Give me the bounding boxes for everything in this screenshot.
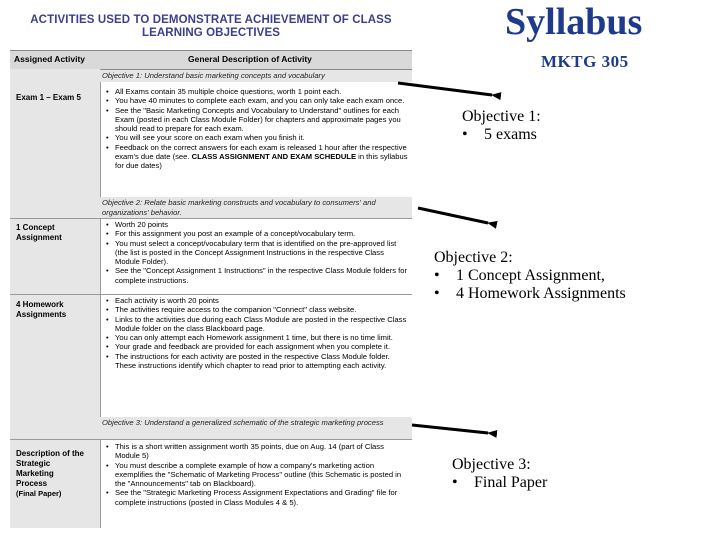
homework-label-line1: 4 Homework: [16, 300, 64, 309]
list-item: • The instructions for each activity are posted in the respective Class Module folder. These instructions identify which chapter to read prior to attempting each activity.: [105, 352, 410, 371]
list-item: • For this assignment you post an example of a concept/vocabulary term.: [105, 229, 410, 238]
exam-feedback-tail: in this syllabus for due dates): [115, 152, 408, 171]
list-item: [462, 126, 541, 144]
paper-label-line3: Marketing: [16, 469, 54, 478]
list-item: • This is a short written assignment worth 35 points, due on Aug. 14 (part of Class Module 5): [105, 442, 410, 461]
homework-label-line2: Assignments: [16, 310, 67, 319]
document-heading-line1: ACTIVITIES USED TO DEMONSTRATE ACHIEVEMENT OF CLASS: [30, 14, 392, 26]
list-item: [434, 285, 626, 303]
exam-activity-label: Exam 1 – Exam 5: [16, 93, 81, 102]
objective-1-text: Objective 1: Understand basic marketing concepts and vocabulary: [102, 71, 325, 80]
list-item: • See the "Basic Marketing Concepts and Vocabulary to Understand" outlines for each Exam (posted in each Class Module Folder) for chapters and approximate pages you should read to prepare for each exam.: [105, 106, 410, 134]
paper-label-line5: (Final Paper): [16, 489, 62, 498]
list-item: [452, 474, 547, 492]
list-item: • The activities require access to the companion "Connect" class website.: [105, 305, 410, 314]
list-item: • You can only attempt each Homework assignment 1 time, but there is no time limit.: [105, 333, 410, 342]
objective-2-item-1: 1 Concept Assignment,: [456, 267, 605, 284]
list-item: • You must describe a complete example of how a company's marketing action exemplifies the "Schematic of Marketing Process" outline (this Schematic is posted in the "Announcements" tab on Blackboard).: [105, 461, 410, 489]
objective-3-arrow: [412, 425, 488, 433]
paper-label-line4: Process: [16, 479, 48, 488]
list-item: • You will see your score on each exam when you finish it.: [105, 133, 410, 142]
objective-2-arrow: [418, 208, 488, 223]
document-heading-line2: LEARNING OBJECTIVES: [141, 27, 280, 39]
list-item: • You must select a concept/vocabulary term that is identified on the pre-approved list (the list is posted in the Concept Assignment Instructions in the respective Class Module Folder).: [105, 239, 410, 267]
concept-label-line2: Assignment: [16, 233, 62, 242]
objective-3-title: Objective 3:: [452, 456, 531, 473]
list-item: • See the "Strategic Marketing Process Assignment Expectations and Grading" file for complete instructions (posted in Class Modules 4 & 5).: [105, 488, 410, 507]
slide-title: Syllabus: [505, 1, 643, 43]
objective-2-summary: [434, 249, 626, 303]
column-header-activity: Assigned Activity: [14, 54, 86, 64]
schedule-reference: CLASS ASSIGNMENT AND EXAM SCHEDULE: [191, 152, 357, 162]
column-header-description: General Description of Activity: [188, 54, 312, 64]
paper-label-line2: Strategic: [16, 459, 51, 468]
paper-label-line1: Description of the: [16, 449, 85, 458]
objective-2-title: Objective 2:: [434, 249, 513, 266]
list-item: • All Exams contain 35 multiple choice questions, worth 1 point each.: [105, 87, 410, 96]
objective-3-summary: [452, 456, 547, 492]
objective-1-arrow: [398, 83, 492, 95]
objective-1-summary: [462, 108, 541, 144]
list-item: • Worth 20 points: [105, 220, 410, 229]
list-item: • You have 40 minutes to complete each exam, and you can only take each exam once.: [105, 96, 410, 105]
concept-label-line1: 1 Concept: [16, 223, 55, 232]
objective-3-item: Final Paper: [474, 474, 548, 491]
list-item: • Each activity is worth 20 points: [105, 296, 410, 305]
exam-feedback-text: Feedback on the correct answers for each exam is released 1 hour after the respective exam's due date (see.: [115, 142, 407, 162]
objective-2-item-2: 4 Homework Assignments: [456, 285, 626, 302]
objective-1-item: 5 exams: [484, 126, 537, 143]
list-item: • Links to the activities due during each Class Module are posted in the respective Class Module folder on the class Blackboard page.: [105, 315, 410, 334]
objective-2-text: Objective 2: Relate basic marketing constructs and vocabulary to consumers' and organizations' behavior.: [102, 198, 376, 217]
list-item: • See the "Concept Assignment 1 Instructions" in the respective Class Module folders for complete instructions.: [105, 266, 410, 285]
objective-3-text: Objective 3: Understand a generalized schematic of the strategic marketing process: [102, 418, 384, 427]
list-item: • Your grade and feedback are provided for each assignment when you complete it.: [105, 342, 410, 351]
objective-1-title: Objective 1:: [462, 108, 541, 125]
list-item: [434, 267, 626, 285]
course-code: MKTG 305: [541, 52, 629, 71]
